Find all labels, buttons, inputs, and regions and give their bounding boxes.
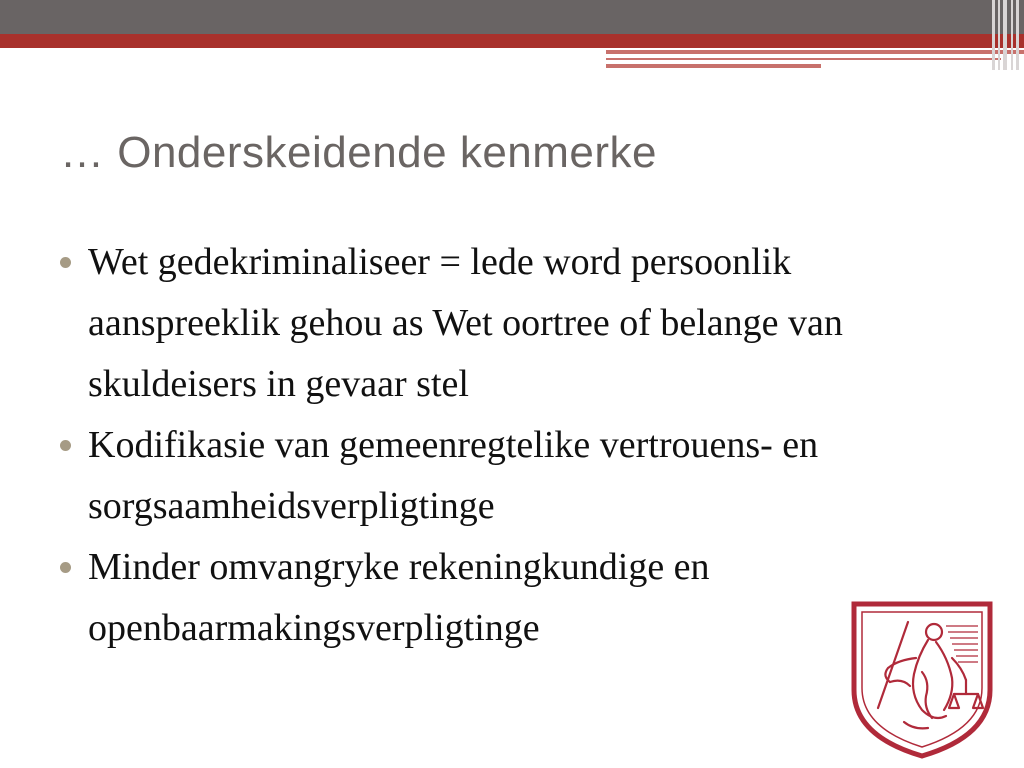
header-accent-band bbox=[0, 34, 1024, 48]
header-bar bbox=[0, 0, 1024, 34]
bullet-dot-icon bbox=[60, 440, 71, 451]
bullet-item bbox=[58, 537, 958, 659]
bullet-list bbox=[58, 232, 958, 659]
header-vertical-stripes bbox=[990, 0, 1024, 70]
justice-shield-icon bbox=[848, 598, 996, 760]
bullet-dot-icon bbox=[60, 562, 71, 573]
bullet-text: Kodifikasie van gemeenregtelike vertrouens- en sorgsaamheidsverpligtinge bbox=[88, 424, 819, 527]
bullet-text: Minder omvangryke rekeningkundige en openbaarmakingsverpligtinge bbox=[88, 546, 710, 649]
bullet-item bbox=[58, 415, 958, 537]
header-accent-line-1 bbox=[606, 50, 1024, 54]
bullet-item bbox=[58, 232, 958, 415]
header-accent-line-3 bbox=[606, 64, 821, 68]
slide-title: … Onderskeidende kenmerke bbox=[60, 128, 658, 177]
bullet-dot-icon bbox=[60, 257, 71, 268]
bullet-text: Wet gedekriminaliseer = lede word persoonlik aanspreeklik gehou as Wet oortree of belange van skuldeisers in gevaar stel bbox=[88, 241, 843, 405]
header-accent-line-2 bbox=[606, 58, 1001, 60]
